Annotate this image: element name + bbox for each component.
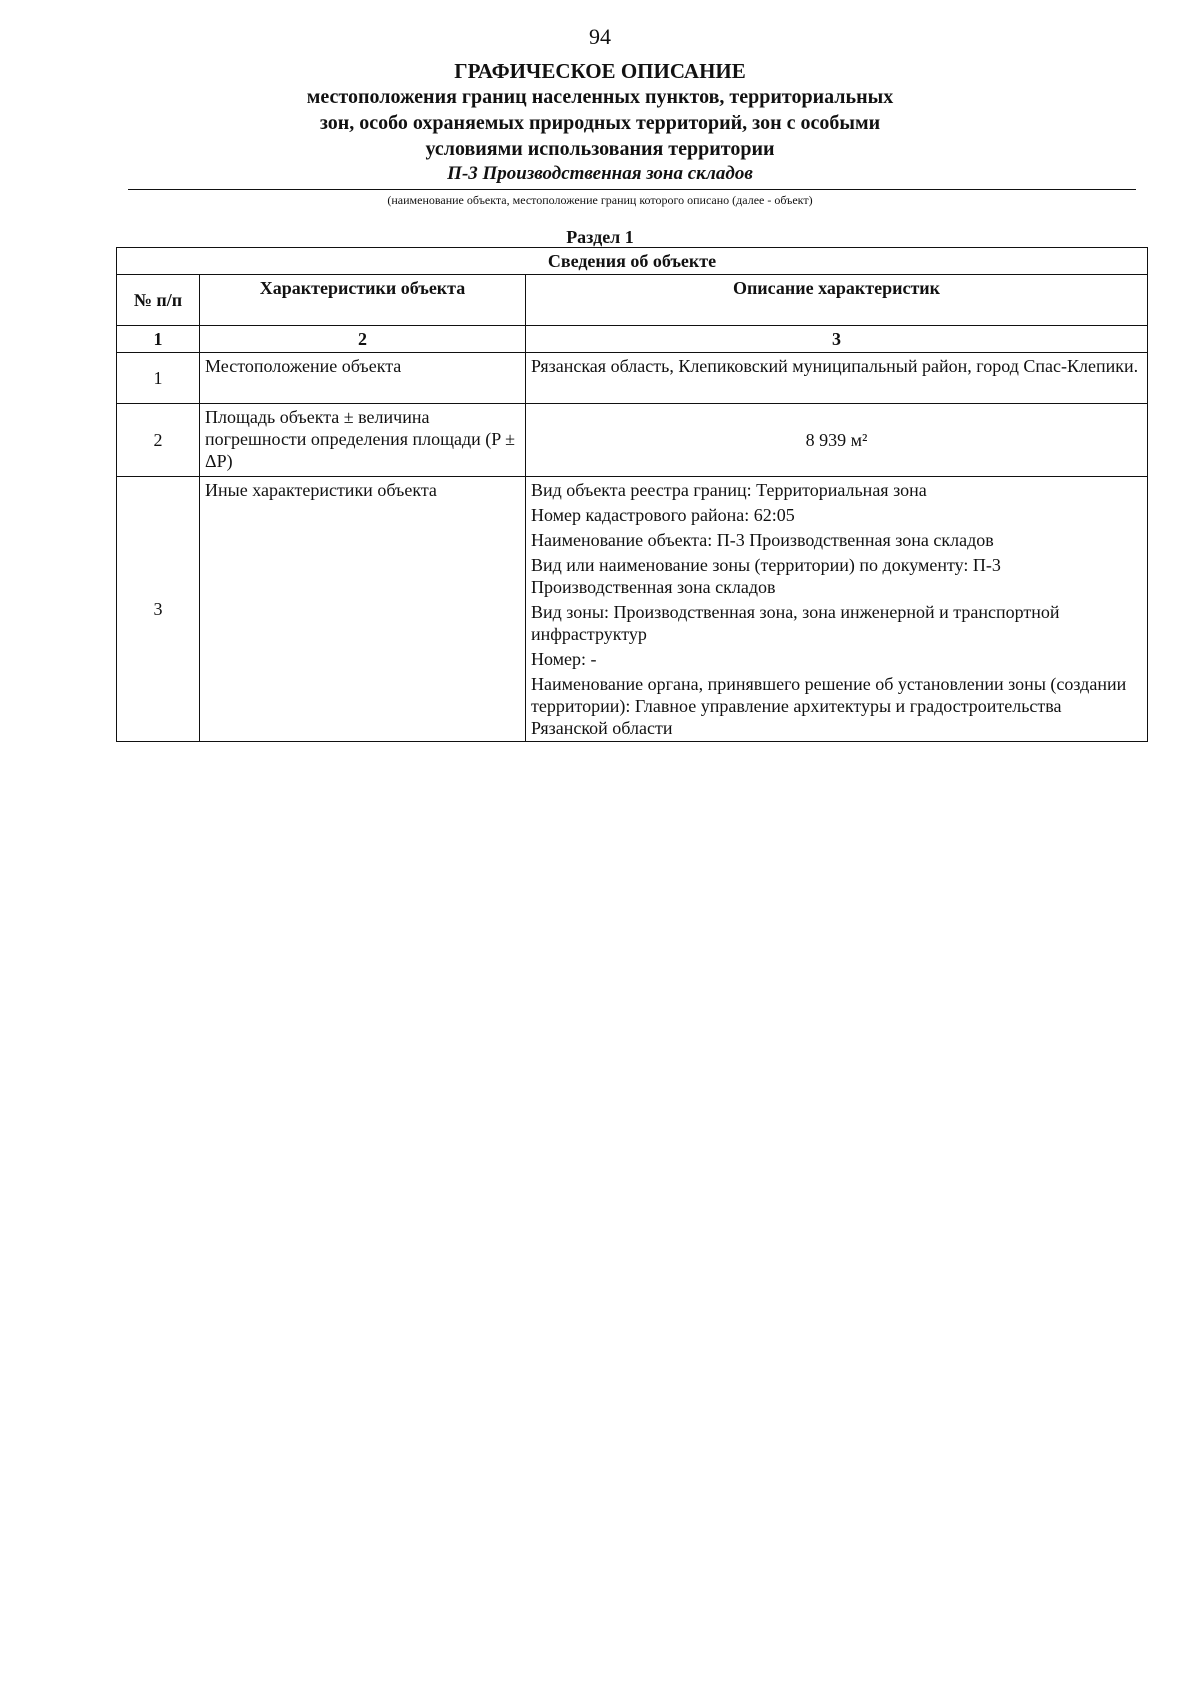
description-line: Вид объекта реестра границ: Территориальная зона [531,480,927,500]
column-header-num: № п/п [117,275,200,326]
object-name: П-3 Производственная зона складов [447,163,753,184]
row-number: 3 [117,477,200,742]
table-column-numbers-row [117,326,1148,353]
object-name-underline [128,189,1136,190]
description-line: Наименование объекта: П-3 Производственная зона складов [531,530,994,550]
row-description [526,353,1148,404]
description-line: Вид или наименование зоны (территории) по документу: П-3 Производственная зона складов [531,555,1001,597]
description-line: Номер: - [531,649,597,669]
column-number-1: 1 [117,326,200,353]
document-subtitle-line-1: местоположения границ населенных пунктов, территориальных [306,86,894,108]
table-header-row [117,275,1148,326]
table-caption: Сведения об объекте [117,248,1148,275]
document-subtitle-line-2: зон, особо охраняемых природных территорий, зон с особыми [319,112,881,134]
table-caption-row [117,248,1148,275]
document-title-block [0,58,1200,162]
row-number: 1 [117,353,200,404]
section-title: Раздел 1 [566,227,634,247]
document-subtitle-line-3: условиями использования территории [425,138,775,160]
table-row [117,477,1148,742]
column-number-3: 3 [526,326,1148,353]
row-description [526,477,1148,742]
document-title: ГРАФИЧЕСКОЕ ОПИСАНИЕ [454,59,746,83]
table-row [117,404,1148,477]
row-characteristic: Площадь объекта ± величина погрешности определения площади (P ± ΔP) [200,404,526,477]
table-row [117,353,1148,404]
description-line: Вид зоны: Производственная зона, зона инженерной и транспортной инфраструктур [531,602,1060,644]
row-number: 2 [117,404,200,477]
row-characteristic: Местоположение объекта [200,353,526,404]
description-line: Наименование органа, принявшего решение об установлении зоны (создании территории): Главное управление архитектуры и градостроительства Рязанской области [531,674,1127,738]
row-description [526,404,1148,477]
page-number: 94 [589,24,611,49]
row-characteristic: Иные характеристики объекта [200,477,526,742]
description-line: Рязанская область, Клепиковский муниципальный район, город Спас-Клепики. [531,356,1139,376]
object-info-table [116,247,1148,742]
column-number-2: 2 [200,326,526,353]
area-value: 8 939 м² [805,430,868,450]
column-header-characteristic: Характеристики объекта [200,275,526,326]
object-caption: (наименование объекта, местоположение границ которого описано (далее - объект) [387,193,813,207]
description-line: Номер кадастрового района: 62:05 [531,505,795,525]
column-header-description: Описание характеристик [526,275,1148,326]
